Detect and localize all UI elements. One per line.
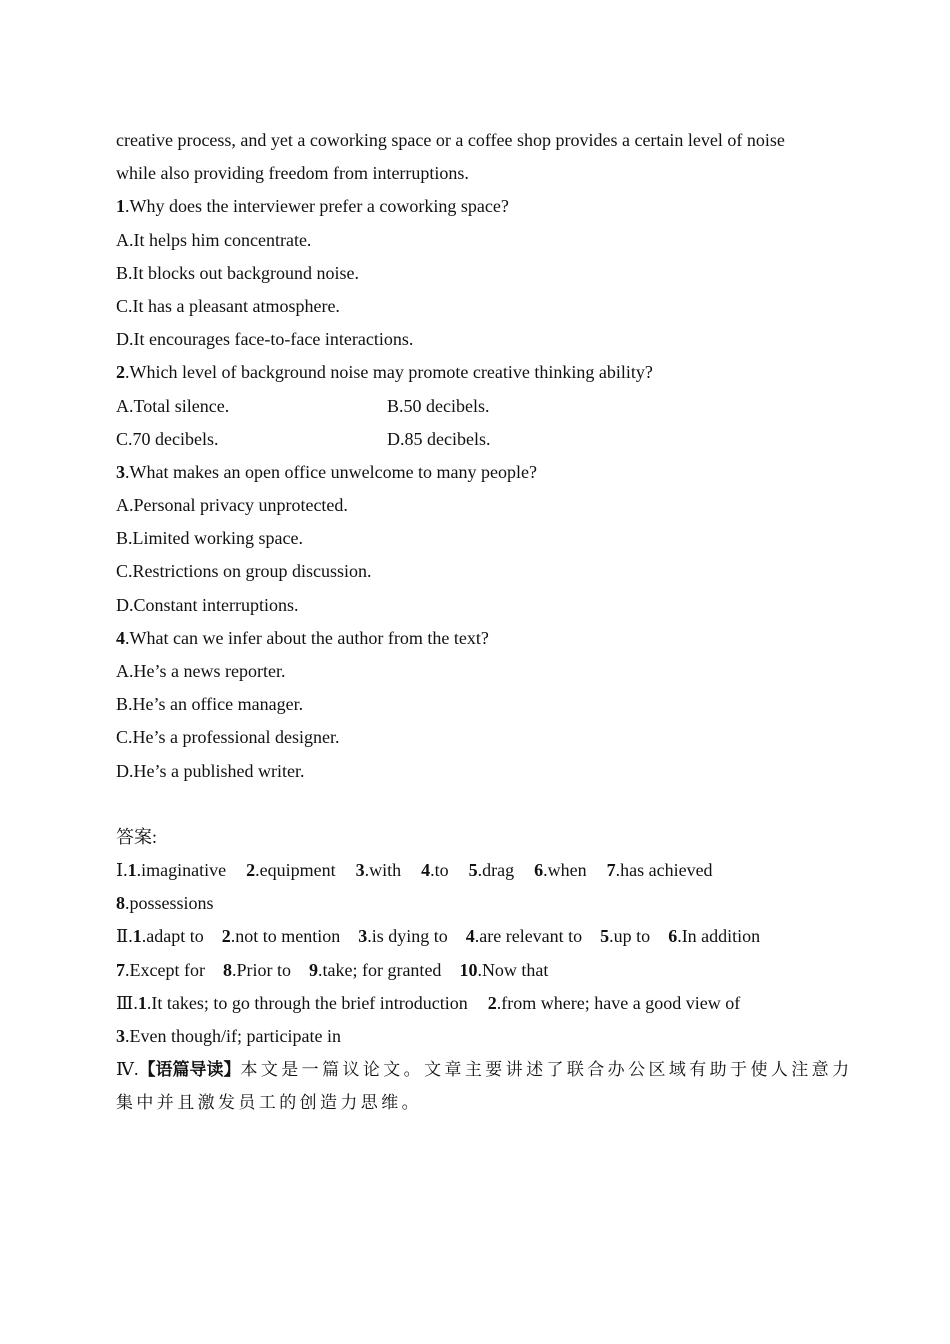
- question-number: 4: [116, 627, 125, 648]
- answer-text: .are relevant to: [474, 926, 583, 947]
- answer-number: 2: [246, 859, 256, 880]
- option-c: C.70 decibels.: [116, 428, 219, 449]
- option-b: B.50 decibels.: [387, 395, 490, 416]
- answer-text: .Even though/if; participate in: [125, 1025, 341, 1046]
- question-text: .Why does the interviewer prefer a coworking space?: [125, 196, 509, 217]
- answer-number: 8: [116, 893, 125, 914]
- option-a: A.He’s a news reporter.: [116, 661, 286, 681]
- answers-part-4-line-1: [116, 1053, 853, 1086]
- answers-part-4-line-2: [116, 1086, 832, 1119]
- answer-number: 6: [668, 926, 678, 947]
- option-d: D.Constant interruptions.: [116, 594, 299, 615]
- answer-number: 4: [465, 926, 475, 947]
- passage-line: while also providing freedom from interruptions.: [116, 163, 469, 184]
- answer-number: 3: [116, 1025, 125, 1046]
- part-label: Ⅱ.: [116, 926, 133, 947]
- option-b: B.Limited working space.: [116, 528, 303, 549]
- answer-text: .has achieved: [615, 859, 713, 880]
- option-b: B.It blocks out background noise.: [116, 262, 359, 283]
- answer-number: 3: [358, 926, 368, 947]
- answer-text: .up to: [609, 926, 651, 947]
- answer-text: .drag: [477, 859, 515, 880]
- answer-text: .In addition: [677, 926, 761, 947]
- answer-text: .not to mention: [230, 926, 341, 947]
- answers-part-1-line-1: [116, 854, 832, 887]
- answer-text: .equipment: [255, 859, 336, 880]
- answer-number: 7: [606, 859, 616, 880]
- answer-text: .imaginative: [136, 859, 227, 880]
- question-number: 2: [116, 362, 125, 383]
- document-page: [116, 124, 853, 1119]
- answers-part-2-line-1: [116, 920, 832, 953]
- option-row: [116, 390, 832, 423]
- answers-part-2-line-2: [116, 954, 832, 987]
- answer-text: .possessions: [125, 893, 214, 914]
- answer-text: .from where; have a good view of: [496, 992, 741, 1013]
- option-d: D.It encourages face-to-face interactions.: [116, 329, 414, 350]
- question-number: 3: [116, 461, 125, 482]
- answer-text: .is dying to: [367, 926, 448, 947]
- answer-number: 10: [459, 959, 478, 980]
- passage-line: creative process, and yet a coworking space or a coffee shop provides a certain level of noise: [116, 130, 785, 150]
- question-1: [116, 190, 832, 223]
- answer-text: .take; for granted: [317, 959, 442, 980]
- answer-number: 2: [487, 992, 497, 1013]
- answer-text: .adapt to: [141, 926, 204, 947]
- option-a: A.It helps him concentrate.: [116, 229, 312, 250]
- answer-text: .Now that: [477, 959, 549, 980]
- option-c: C.It has a pleasant atmosphere.: [116, 295, 340, 316]
- passage-guide-text: 集中并且激发员工的创造力思维。: [116, 1093, 422, 1114]
- answer-number: 1: [127, 859, 137, 880]
- answer-number: 5: [600, 926, 610, 947]
- answer-text: .Except for: [125, 959, 205, 980]
- option-a: A.Total silence.: [116, 395, 230, 416]
- question-text: .What can we infer about the author from the text?: [125, 627, 489, 648]
- spacer: [116, 788, 832, 821]
- question-text: .What makes an open office unwelcome to many people?: [125, 461, 538, 482]
- question-3: [116, 456, 832, 489]
- option-row: [116, 423, 832, 456]
- question-number: 1: [116, 196, 125, 217]
- answer-text: .Prior to: [231, 959, 291, 980]
- answer-number: 2: [221, 926, 231, 947]
- answer-number: 1: [137, 992, 147, 1013]
- option-b: B.He’s an office manager.: [116, 694, 304, 715]
- answers-part-3-line-2: [116, 1020, 832, 1053]
- option-c: C.Restrictions on group discussion.: [116, 561, 372, 582]
- answer-number: 6: [534, 859, 544, 880]
- answer-text: .with: [364, 859, 402, 880]
- answers-heading: 答案:: [116, 826, 158, 847]
- answer-number: 7: [116, 959, 125, 980]
- option-c: C.He’s a professional designer.: [116, 727, 340, 748]
- part-label: Ⅰ.: [116, 859, 128, 880]
- option-a: A.Personal privacy unprotected.: [116, 495, 348, 516]
- answer-number: 1: [132, 926, 142, 947]
- passage-guide-tag: 【语篇导读】: [138, 1060, 241, 1081]
- answer-text: .It takes; to go through the brief introduction: [146, 992, 468, 1013]
- option-d: D.He’s a published writer.: [116, 760, 305, 781]
- answer-number: 3: [355, 859, 365, 880]
- option-d: D.85 decibels.: [387, 428, 491, 449]
- answer-number: 8: [222, 959, 232, 980]
- answers-part-1-line-2: [116, 887, 832, 920]
- question-text: .Which level of background noise may promote creative thinking ability?: [125, 362, 653, 383]
- answers-part-3-line-1: [116, 987, 832, 1020]
- question-4: [116, 622, 832, 655]
- part-label: Ⅲ.: [116, 992, 138, 1013]
- part-label: Ⅳ.: [116, 1059, 139, 1080]
- answer-number: 4: [421, 859, 431, 880]
- answer-text: .when: [543, 859, 587, 880]
- answer-number: 9: [308, 959, 318, 980]
- answer-number: 5: [468, 859, 478, 880]
- question-2: [116, 356, 832, 389]
- passage-guide-text: 本文是一篇议论文。文章主要讲述了联合办公区域有助于使人注意力: [240, 1060, 853, 1081]
- answer-text: .to: [430, 859, 449, 880]
